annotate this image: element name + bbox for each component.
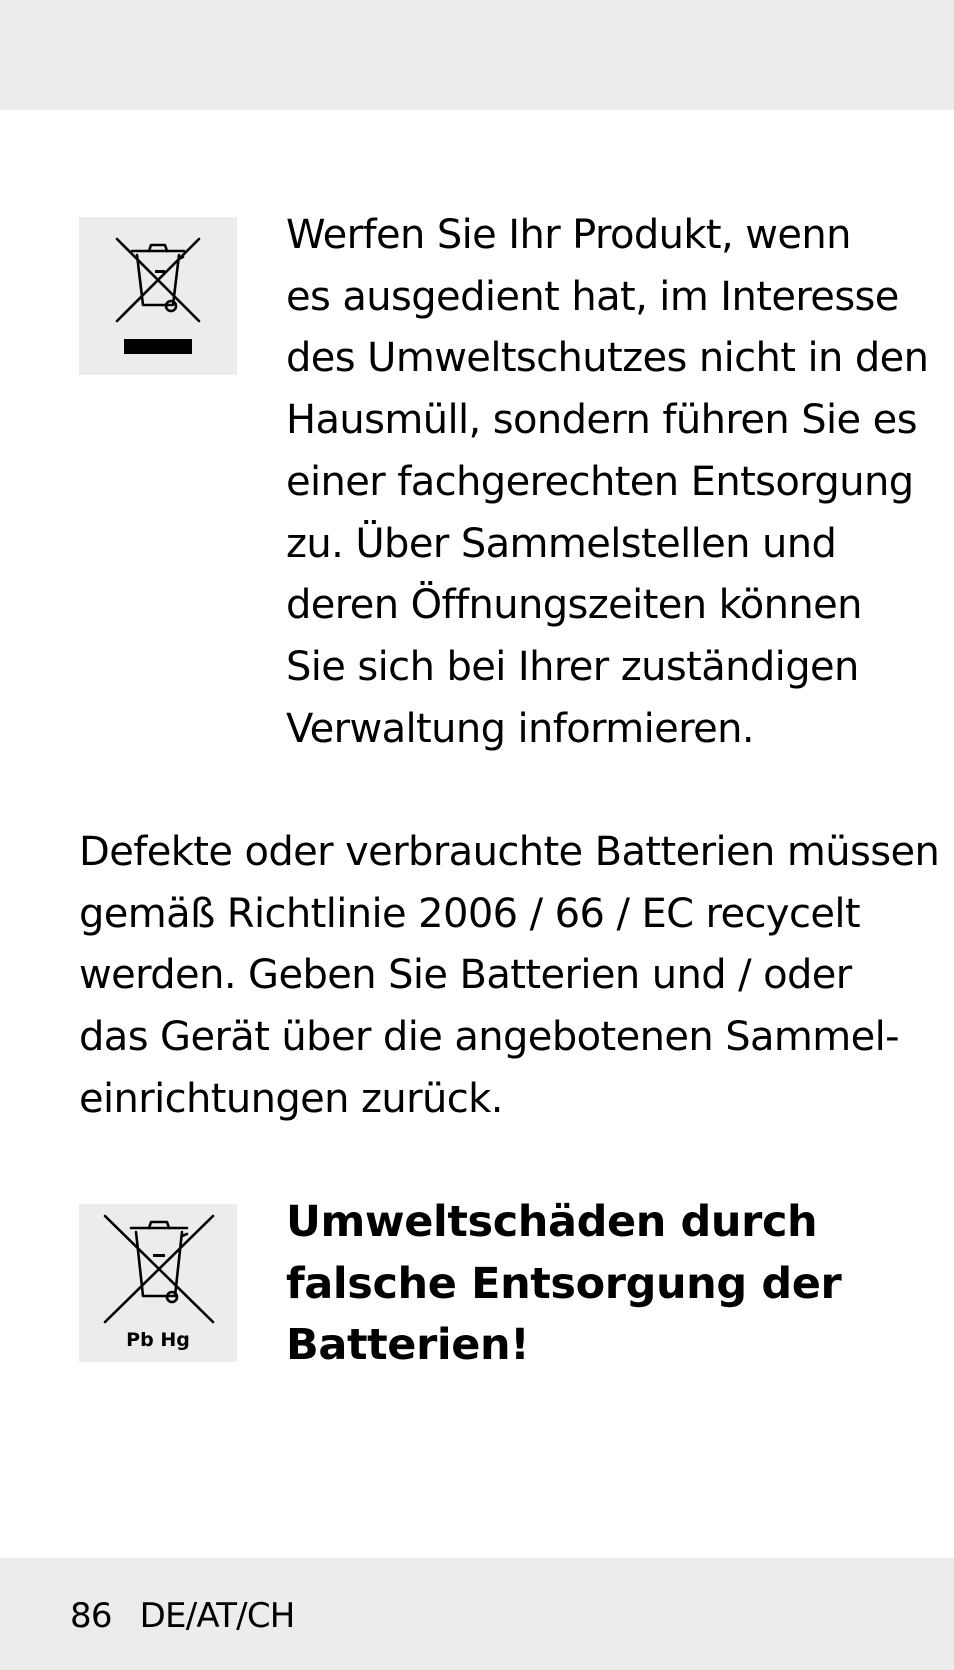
battery-recycling-paragraph <box>79 822 939 1131</box>
environmental-warning-heading <box>286 1192 841 1377</box>
text-line: Sie sich bei Ihrer zuständigen <box>286 643 859 690</box>
disposal-instructions <box>286 205 928 760</box>
text-line: es ausgedient hat, im Interesse <box>286 273 899 320</box>
header-band <box>0 0 954 110</box>
text-line: werden. Geben Sie Batterien und / oder <box>79 952 852 999</box>
battery-disposal-symbol <box>79 1204 237 1362</box>
text-line: einer fachgerechten Entsorgung <box>286 458 914 505</box>
heading-line: Batterien! <box>286 1320 530 1371</box>
battery-symbol-label: Pb Hg <box>126 1329 190 1351</box>
text-line: Verwaltung informieren. <box>286 705 755 752</box>
heading-line: falsche Entsorgung der <box>286 1258 842 1309</box>
text-line: des Umweltschutzes nicht in den <box>286 335 929 382</box>
text-line: gemäß Richtlinie 2006 / 66 / EC recycelt <box>79 890 861 937</box>
text-line: das Gerät über die angebotenen Sammel- <box>79 1014 899 1061</box>
text-line: Werfen Sie Ihr Produkt, wenn <box>286 212 851 258</box>
page-number: 86 <box>70 1596 112 1636</box>
crossed-out-bin-pb-hg-icon <box>79 1204 237 1362</box>
crossed-out-wheelie-bin-icon <box>79 217 237 375</box>
weee-symbol <box>79 217 237 375</box>
text-line: Defekte oder verbrauchte Batterien müssen <box>79 829 940 875</box>
text-line: zu. Über Sammelstellen und <box>286 520 837 567</box>
page-footer <box>70 1588 295 1644</box>
text-line: deren Öffnungszeiten können <box>286 582 862 629</box>
region-label: DE/AT/CH <box>139 1596 295 1636</box>
heading-line: Umweltschäden durch <box>286 1197 818 1247</box>
text-line: einrichtungen zurück. <box>79 1075 503 1122</box>
text-line: Hausmüll, sondern führen Sie es <box>286 397 917 444</box>
